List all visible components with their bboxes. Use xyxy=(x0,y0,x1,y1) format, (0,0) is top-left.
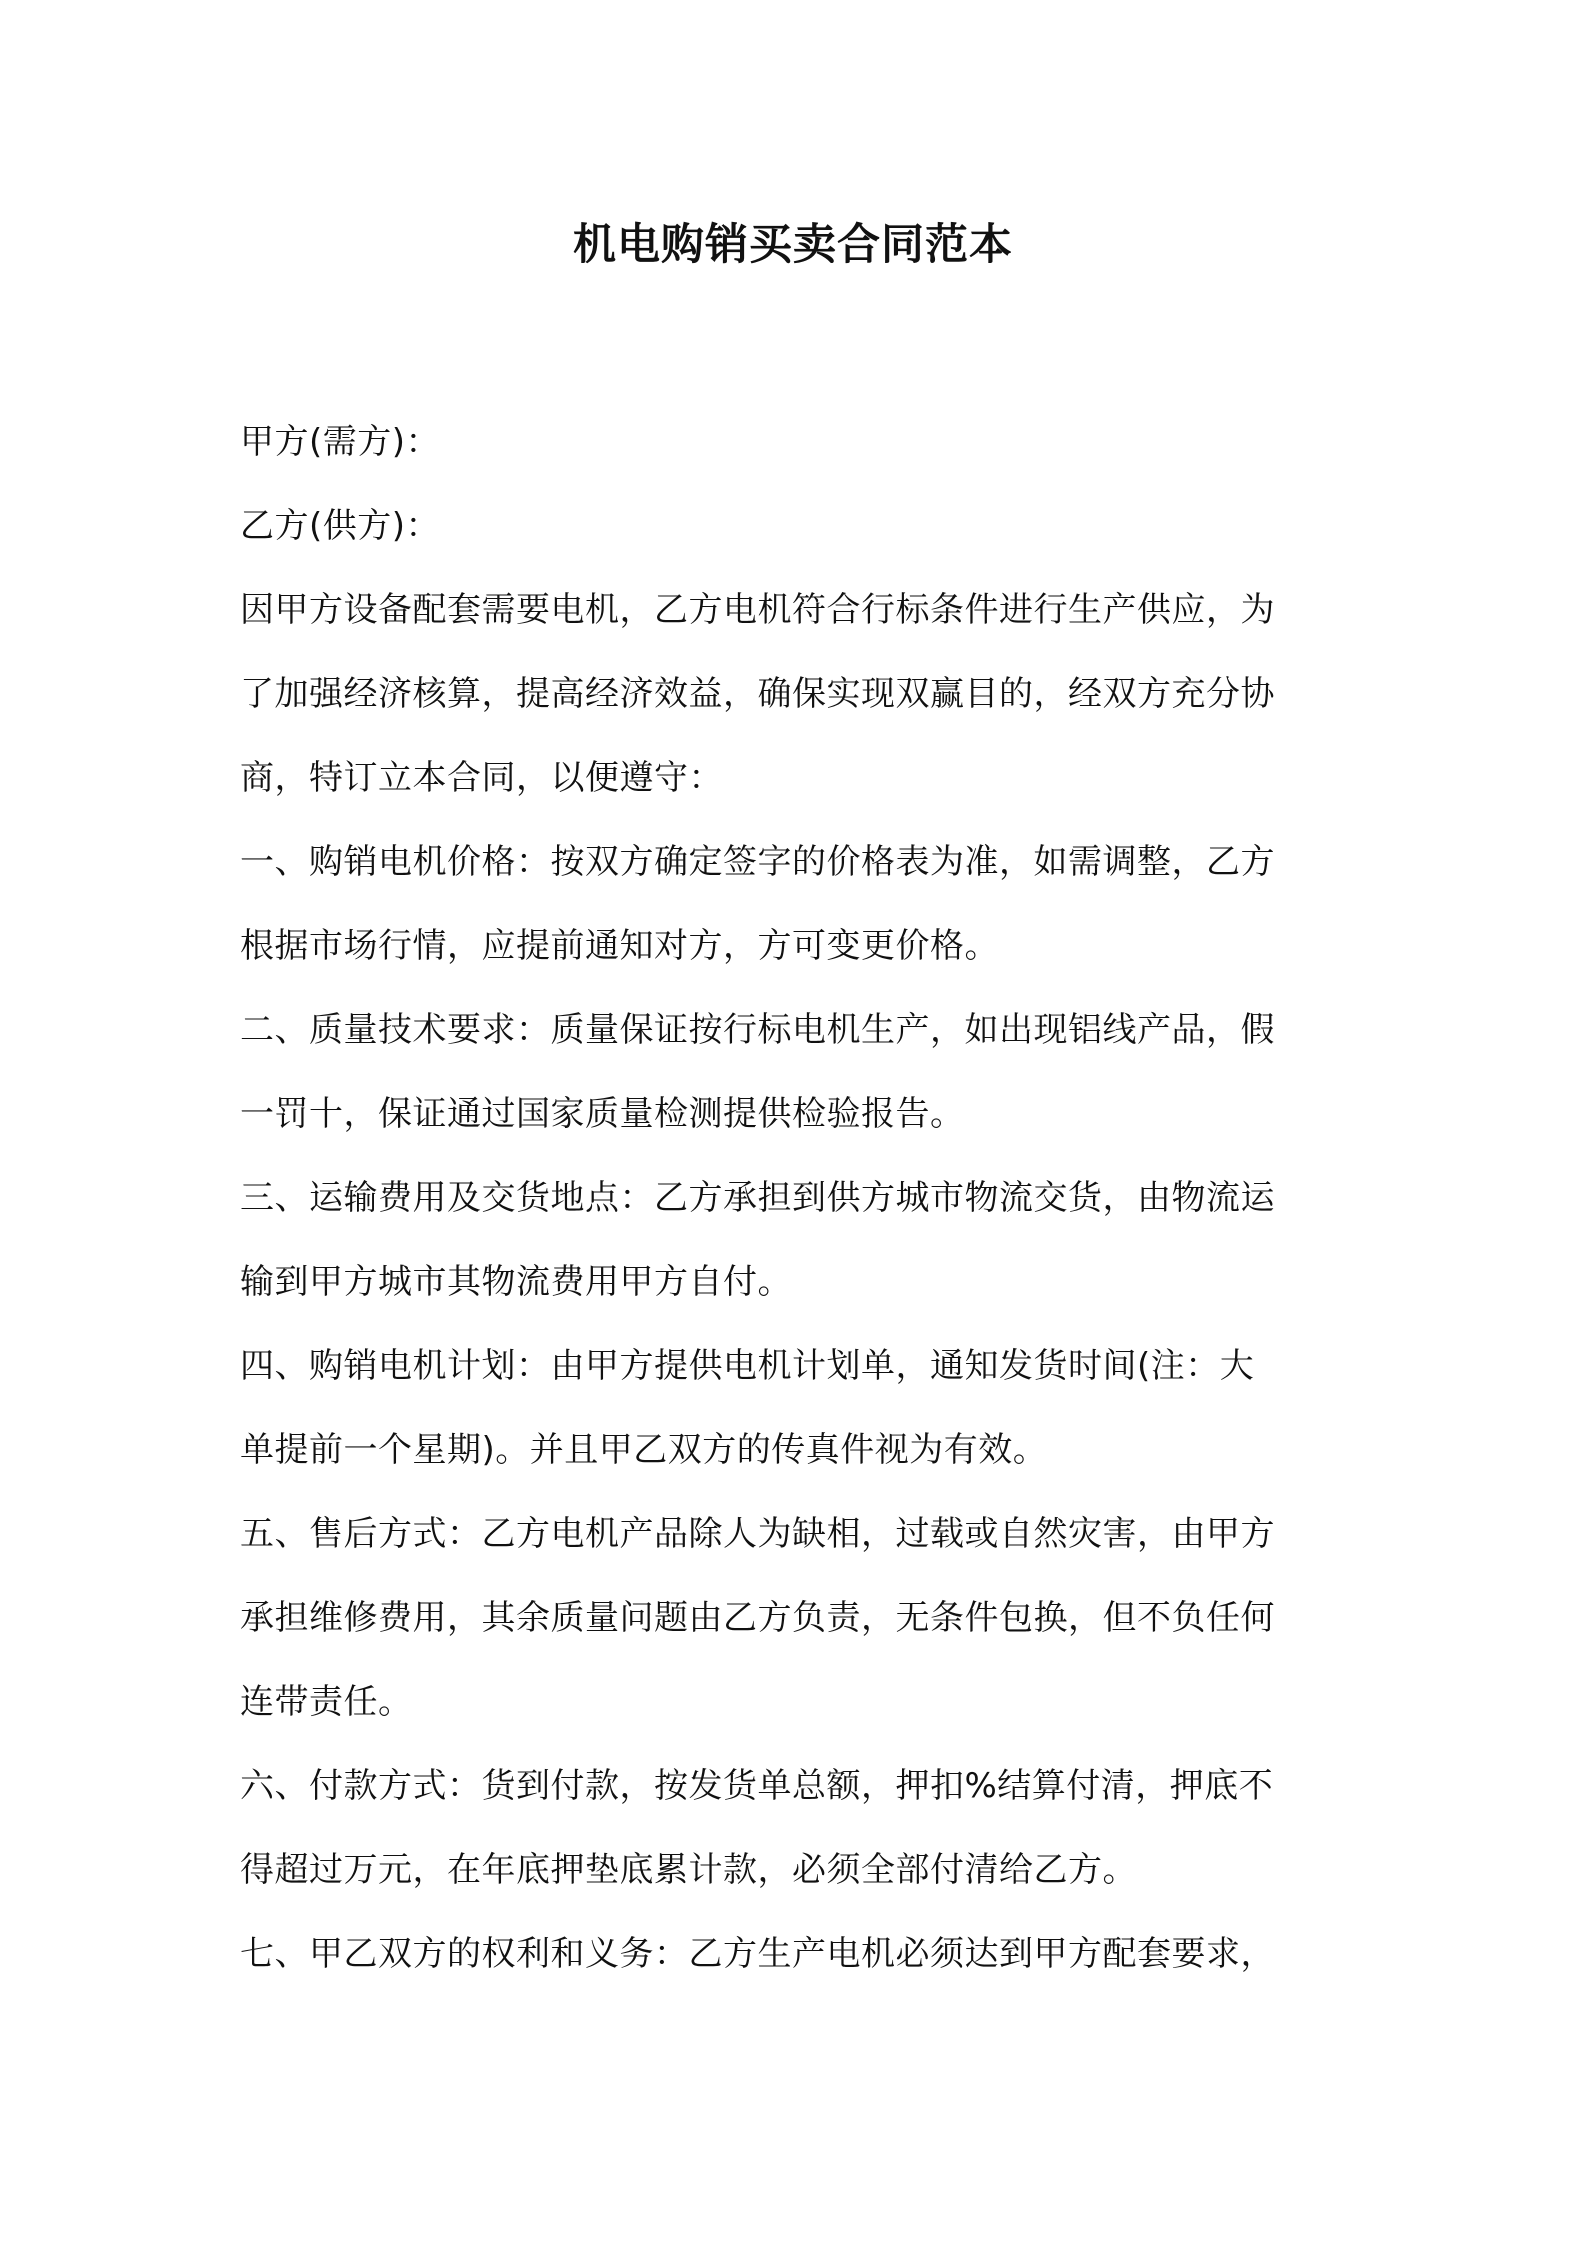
clause-5-line-1: 五、售后方式：乙方电机产品除人为缺相，过载或自然灾害，由甲方 xyxy=(240,1514,1275,1554)
preamble-line-3: 商，特订立本合同，以便遵守： xyxy=(240,758,723,798)
clause-7-line-1: 七、甲乙双方的权利和义务：乙方生产电机必须达到甲方配套要求， xyxy=(240,1934,1275,1974)
clause-3-line-2: 输到甲方城市其物流费用甲方自付。 xyxy=(240,1262,792,1302)
clause-5-line-3: 连带责任。 xyxy=(240,1682,413,1722)
clause-4-line-1: 四、购销电机计划：由甲方提供电机计划单，通知发货时间(注：大 xyxy=(240,1346,1255,1386)
clause-3-line-1: 三、运输费用及交货地点：乙方承担到供方城市物流交货，由物流运 xyxy=(240,1178,1275,1218)
clause-1-line-2: 根据市场行情，应提前通知对方，方可变更价格。 xyxy=(240,926,999,966)
party-a-line: 甲方(需方)： xyxy=(240,422,441,462)
clause-2-line-2: 一罚十，保证通过国家质量检测提供检验报告。 xyxy=(240,1094,965,1134)
clause-2-line-1: 二、质量技术要求：质量保证按行标电机生产，如出现铝线产品，假 xyxy=(240,1010,1275,1050)
preamble-line-1: 因甲方设备配套需要电机，乙方电机符合行标条件进行生产供应，为 xyxy=(240,590,1275,630)
clause-5-line-2: 承担维修费用，其余质量问题由乙方负责，无条件包换，但不负任何 xyxy=(240,1598,1275,1638)
contract-body xyxy=(240,400,1350,1996)
preamble-line-2: 了加强经济核算，提高经济效益，确保实现双赢目的，经双方充分协 xyxy=(240,674,1275,714)
party-b-line: 乙方(供方)： xyxy=(240,506,441,546)
clause-6-line-2: 得超过万元，在年底押垫底累计款，必须全部付清给乙方。 xyxy=(240,1850,1137,1890)
document-title: 机电购销买卖合同范本 xyxy=(573,220,1013,270)
clause-4-line-2: 单提前一个星期)。并且甲乙双方的传真件视为有效。 xyxy=(240,1430,1048,1470)
clause-1-line-1: 一、购销电机价格：按双方确定签字的价格表为准，如需调整，乙方 xyxy=(240,842,1275,882)
clause-6-line-1: 六、付款方式：货到付款，按发货单总额，押扣%结算付清，押底不 xyxy=(240,1766,1274,1806)
